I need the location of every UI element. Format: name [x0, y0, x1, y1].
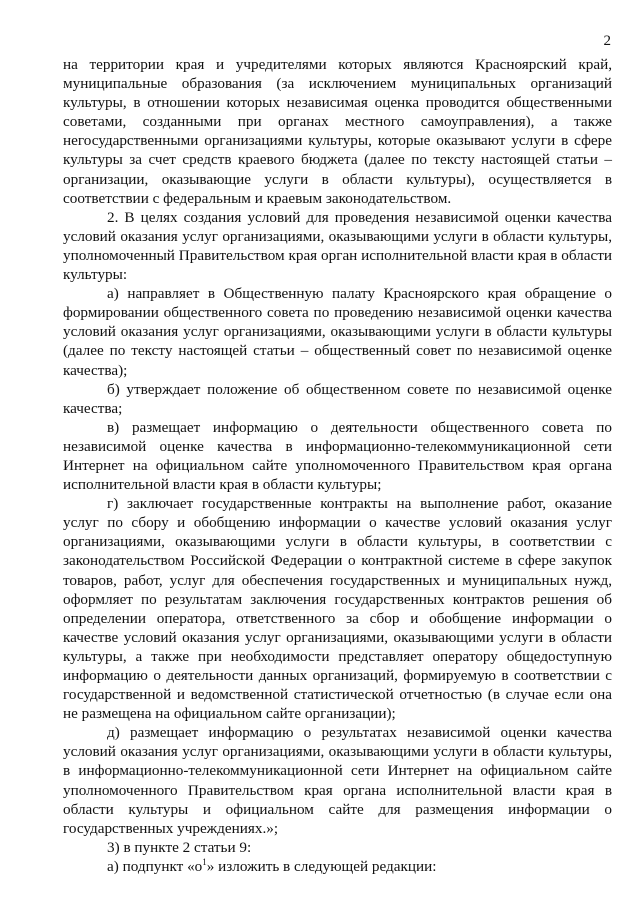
paragraph-continuation: на территории края и учредителями которых являются Красноярский край, муниципальные образования (за исключением муниципальных организаций культуры, в отношении которых независимая оценка проводится общественными советами, созданными при органах местного самоуправления), а также негосударственными организациями культуры, которые оказывают услуги в сфере культуры за счет средств краевого бюджета (далее по тексту настоящей статьи – организации, оказывающие услуги в области культуры), осуществляется в соответствии с федеральным и краевым законодательством.	[63, 56, 612, 207]
subparagraph-d: д) размещает информацию о результатах независимой оценки качества условий оказания услуг организациями, оказывающими услуги в области культуры, в информационно-телекоммуникационной сети Интернет на официальном сайте уполномоченного Правительством края органа исполнительной власти края в области культуры и официальном сайте для размещения информации о государственных учреждениях.»;	[63, 724, 612, 837]
subparagraph-v: в) размещает информацию о деятельности общественного совета по независимой оценке качества в информационно-телекоммуникационной сети Интернет на официальном сайте уполномоченного Правительством края органа исполнительной власти края в области культуры;	[63, 418, 612, 494]
amendment-subitem-a	[63, 857, 612, 876]
amendment-item-3: 3) в пункте 2 статьи 9:	[107, 838, 252, 856]
amendment-text-start: а) подпункт «о	[107, 857, 203, 875]
page-number: 2	[603, 33, 611, 49]
subparagraph-a: а) направляет в Общественную палату Красноярского края обращение о формировании общественного совета по проведению независимой оценки качества условий оказания услуг организациями, оказывающими услуги в области культуры (далее по тексту настоящей статьи – общественный совет по независимой оценке качества);	[63, 285, 612, 379]
amendment-text-end: » изложить в следующей редакции:	[206, 857, 437, 875]
subparagraph-b: б) утверждает положение об общественном совете по независимой оценке качества;	[63, 380, 612, 417]
superscript-index: 1	[202, 856, 207, 867]
document-body	[63, 55, 612, 876]
paragraph-item-2: 2. В целях создания условий для проведения независимой оценки качества условий оказания услуг организациями, оказывающими услуги в области культуры, уполномоченный Правительством края орган исполнительной власти края в области культуры:	[63, 208, 612, 284]
subparagraph-g: г) заключает государственные контракты на выполнение работ, оказание услуг по сбору и обобщению информации о качестве условий оказания услуг организациями, оказывающими услуги в области культуры, в соответствии с законодательством Российской Федерации о контрактной системе в сфере закупок товаров, работ, услуг для обеспечения государственных и муниципальных нужд, оформляет по результатам заключения государственных контрактов решения об определении оператора, ответственного за сбор и обобщение информации о качестве условий оказания услуг организациями, оказывающими услуги в области культуры, а также при необходимости представляет оператору общедоступную информацию о деятельности данных организаций, формируемую в соответствии с государственной и ведомственной статистической отчетностью (в случае если она не размещена на официальном сайте организации);	[63, 495, 612, 723]
